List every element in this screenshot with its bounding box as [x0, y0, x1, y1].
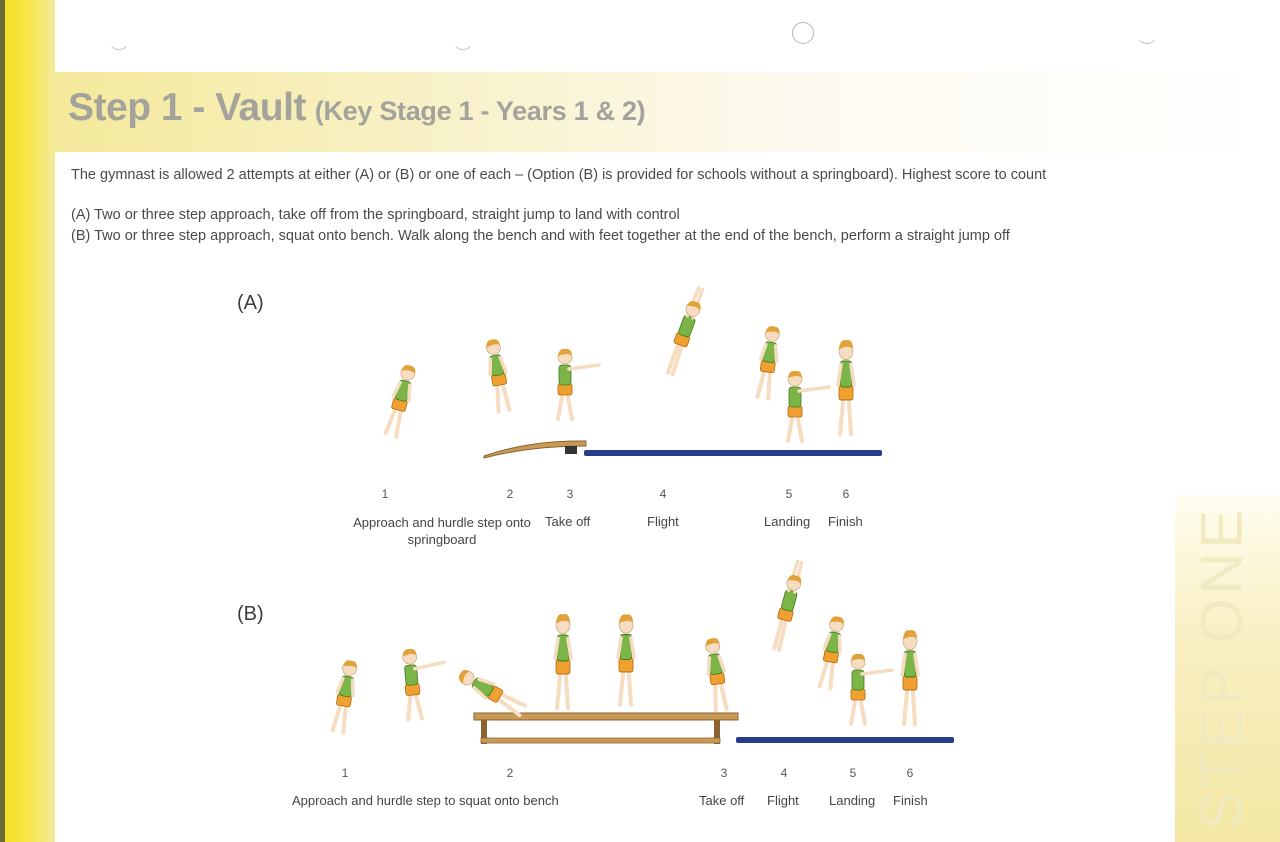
gymnast-figure	[851, 654, 892, 724]
stage-caption: Approach and hurdle step onto springboard	[353, 515, 531, 547]
gymnast-figure	[788, 371, 829, 441]
gymnast-figure	[484, 338, 512, 412]
intro-text: The gymnast is allowed 2 attempts at either (A) or (B) or one of each – (Option (B) is provided for schools without a springboard). Highest score to count	[71, 167, 1047, 183]
stage-caption: Flight	[767, 793, 799, 808]
gymnast-figure	[704, 637, 730, 711]
landing-mat-a	[584, 450, 882, 456]
stage-number: 5	[785, 487, 793, 501]
bench	[474, 713, 738, 720]
stage-caption: Approach and hurdle step to squat onto bench	[292, 793, 559, 808]
side-label: STEP ONE	[1189, 505, 1255, 831]
gymnast-figure	[456, 667, 526, 717]
gymnast-figure	[555, 614, 571, 708]
gymnast-figure	[384, 363, 418, 437]
gymnast-figure	[558, 349, 599, 419]
option-b-text: (B) Two or three step approach, squat onto bench. Walk along the bench and with feet together at the end of the bench, perform a straight jump off	[71, 228, 1010, 244]
gymnast-figure	[618, 614, 634, 704]
stage-number: 2	[506, 766, 514, 780]
stage-caption: Take off	[545, 514, 591, 529]
stage-caption: Take off	[699, 793, 745, 808]
gymnast-figure	[663, 286, 707, 375]
stage-number: 1	[381, 487, 389, 501]
sequence-b-label: (B)	[237, 603, 264, 625]
stage-number: 4	[659, 487, 667, 501]
stage-number: 3	[566, 487, 574, 501]
gymnast-figure	[755, 325, 781, 399]
stage-number: 4	[780, 766, 788, 780]
stage-number: 3	[720, 766, 728, 780]
stage-caption: Flight	[647, 514, 679, 529]
gymnast-figure	[818, 615, 846, 689]
gymnast-figure	[838, 340, 854, 434]
sequence-a-label: (A)	[237, 292, 264, 314]
option-a-text: (A) Two or three step approach, take off from the springboard, straight jump to land with control	[71, 207, 680, 223]
springboard-base	[565, 446, 577, 454]
gymnast-figure	[331, 659, 359, 733]
landing-mat-b	[736, 737, 954, 743]
stage-caption: Finish	[828, 514, 863, 529]
gymnast-figure	[402, 646, 449, 719]
stage-number: 1	[341, 766, 349, 780]
gymnast-figure	[902, 630, 918, 724]
stage-caption: Finish	[893, 793, 928, 808]
gymnast-figure	[769, 560, 806, 651]
stage-number: 2	[506, 487, 514, 501]
page-title-subtitle: (Key Stage 1 - Years 1 & 2)	[314, 96, 646, 126]
bench-rail	[481, 738, 720, 743]
stage-number: 6	[842, 487, 850, 501]
stage-number: 6	[906, 766, 914, 780]
page-title-main: Step 1 - Vault	[68, 86, 306, 129]
stage-caption: Landing	[764, 514, 811, 529]
stage-caption: Landing	[829, 793, 876, 808]
stage-number: 5	[849, 766, 857, 780]
